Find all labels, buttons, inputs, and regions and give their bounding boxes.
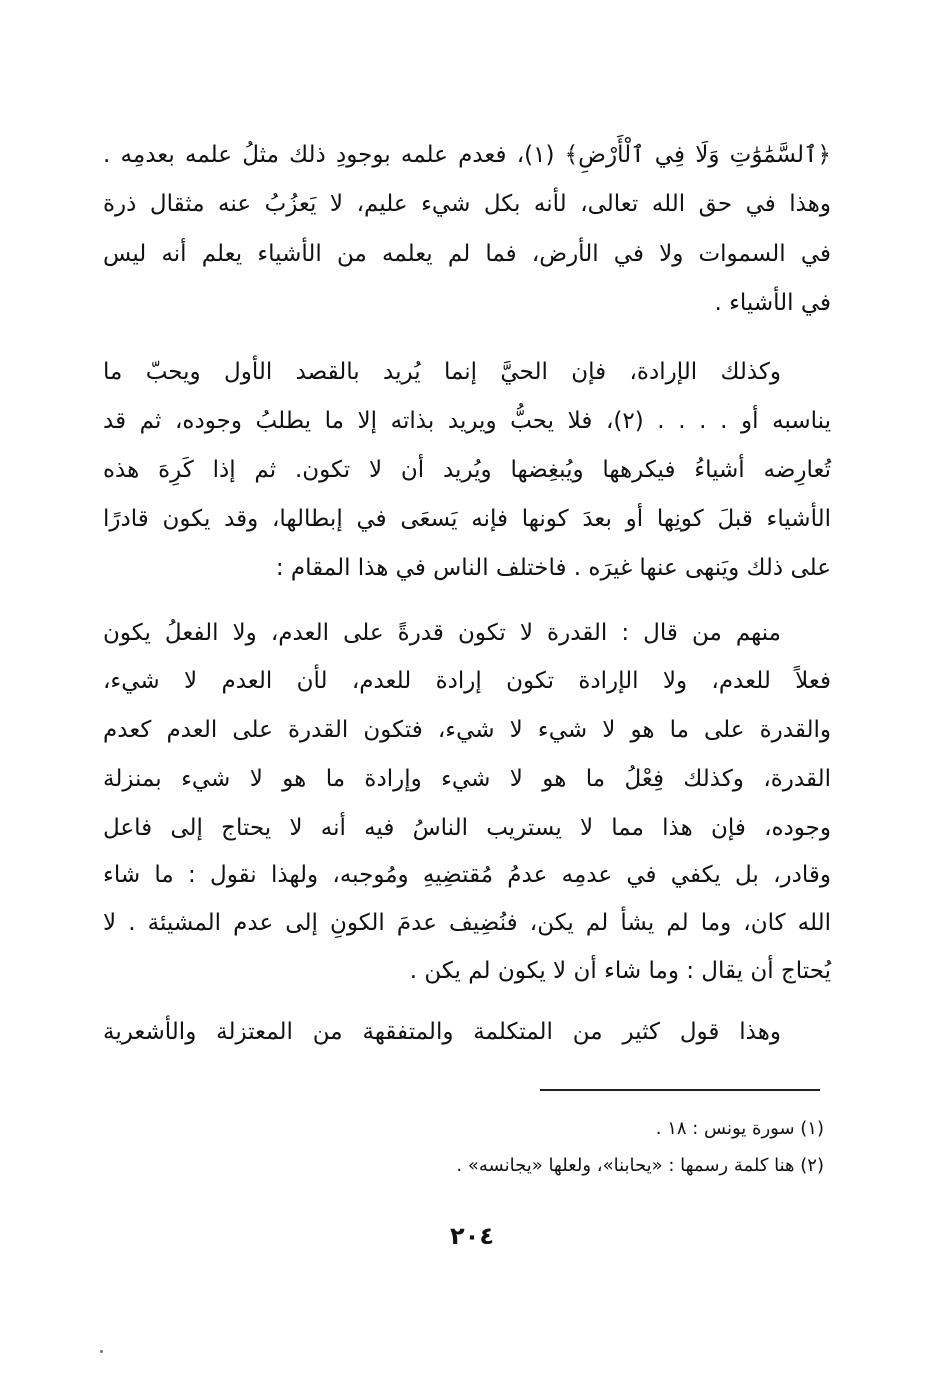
paragraph-1-line-1: ﴿ٱلسَّمَٰوَٰتِ وَلَا فِي ٱلْأَرْضِ﴾ (١)، فعدم علمه بوجودِ ذلك مثلُ علمه بعدمِه . <box>103 142 831 168</box>
paragraph-3-line-6: وقادر، بل يكفي في عدمِه عدمُ مُقتضِيهِ ومُوجبه، ولهذا نقول : ما شاء <box>103 862 831 888</box>
paragraph-1-line-2: وهذا في حق الله تعالى، لأنه بكل شيء عليم، لا يَعزُبُ عنه مثقال ذرة <box>103 191 831 217</box>
footnote-1: (١) سورة يونس : ١٨ . <box>655 1118 824 1139</box>
scan-speck <box>100 1350 103 1353</box>
footnote-separator <box>540 1089 820 1091</box>
paragraph-3-line-5: وجوده، فإن هذا مما لا يستريب الناسُ فيه أنه لا يحتاج إلى فاعل <box>103 815 831 841</box>
paragraph-2-line-4: الأشياء قبلَ كونِها أو بعدَ كونها فإنه يَسعَى في إبطالها، وقد يكون قادرًا <box>103 506 831 532</box>
footnote-2: (٢) هنا كلمة رسمها : «يحابنا»، ولعلها «يجانسه» . <box>456 1155 824 1176</box>
page-number: ٢٠٤ <box>450 1222 494 1250</box>
paragraph-3-line-7: الله كان، وما لم يشأ لم يكن، فنُضِيف عدمَ الكونِ إلى عدم المشيئة . لا <box>103 910 831 936</box>
paragraph-4-line-1: وهذا قول كثير من المتكلمة والمتفقهة من المعتزلة والأشعرية <box>103 1019 781 1045</box>
paragraph-3-line-1: منهم من قال : القدرة لا تكون قدرةً على العدم، ولا الفعلُ يكون <box>103 620 781 646</box>
paragraph-3-line-2: فعلاً للعدم، ولا الإرادة تكون إرادة للعدم، لأن العدم لا شيء، <box>103 668 831 694</box>
paragraph-3-line-3: والقدرة على ما هو لا شيء لا شيء، فتكون القدرة على العدم كعدم <box>103 717 831 743</box>
paragraph-2-line-2: يناسبه أو . . . . (٢)، فلا يحبُّ ويريد بذاته إلا ما يطلبُ وجوده، ثم قد <box>103 408 832 434</box>
paragraph-3-line-4: القدرة، وكذلك فِعْلُ ما هو لا شيء وإرادة ما هو لا شيء بمنزلة <box>103 766 831 792</box>
paragraph-3-line-8: يُحتاج أن يقال : وما شاء أن لا يكون لم يكن . <box>409 958 831 984</box>
paragraph-2-line-5: على ذلك ويَنهى عنها غيرَه . فاختلف الناس في هذا المقام : <box>275 555 831 581</box>
paragraph-2-line-1: وكذلك الإرادة، فإن الحيَّ إنما يُريد بالقصد الأول ويحبّ ما <box>103 359 781 385</box>
paragraph-1-line-3: في السموات ولا في الأرض، فما لم يعلمه من الأشياء يعلم أنه ليس <box>103 241 831 267</box>
paragraph-1-line-4: في الأشياء . <box>714 290 831 316</box>
paragraph-2-line-3: تُعارِضه أشياءُ فيكرهها ويُبغِضها ويُريد أن لا تكون. ثم إذا كَرِهَ هذه <box>103 457 831 483</box>
